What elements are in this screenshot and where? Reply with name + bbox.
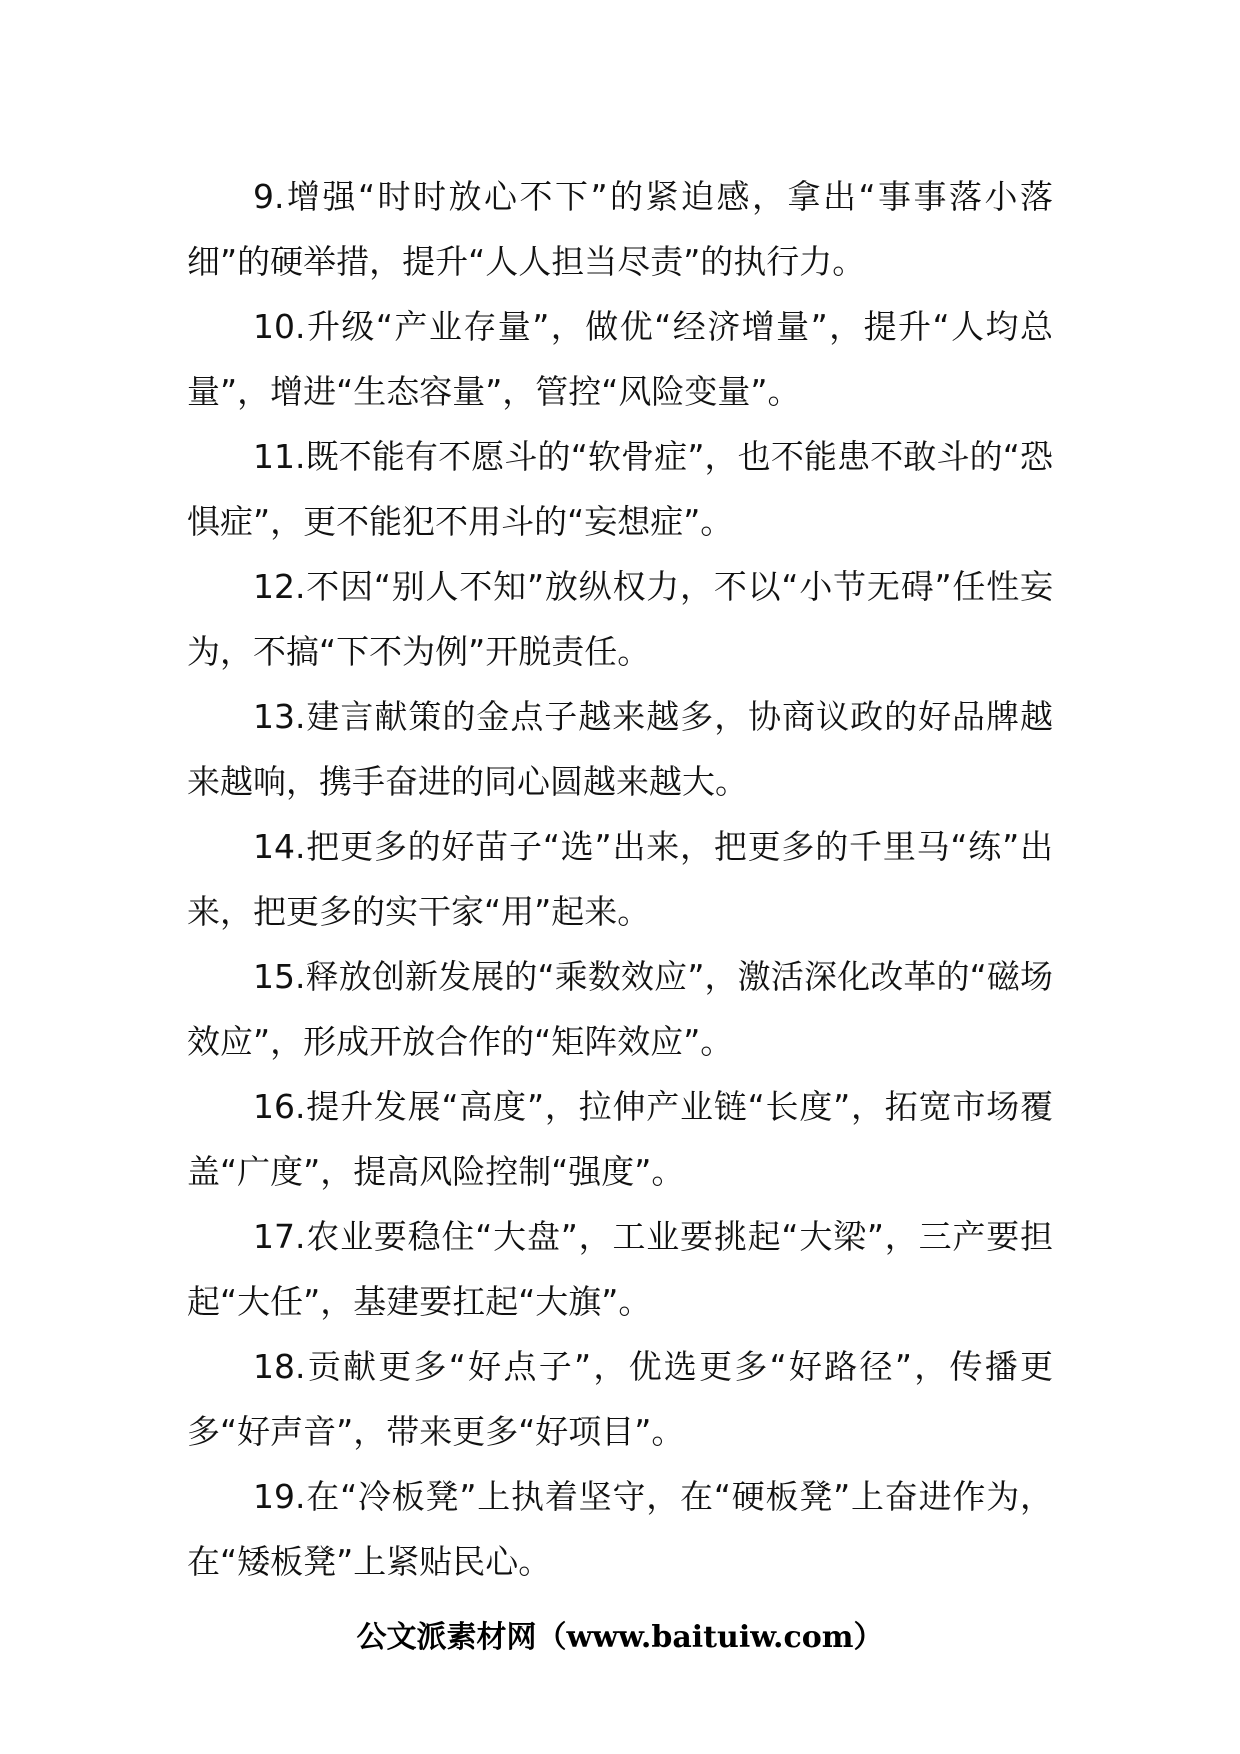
paragraph-18: 18.贡献更多“好点子”，优选更多“好路径”，传播更多“好声音”，带来更多“好项目”。 [187, 1347, 1053, 1451]
paragraph-14: 14.把更多的好苗子“选”出来，把更多的千里马“练”出来，把更多的实干家“用”起来。 [187, 827, 1053, 931]
paragraph-15: 15.释放创新发展的“乘数效应”，激活深化改革的“磁场效应”，形成开放合作的“矩阵效应”。 [187, 957, 1053, 1061]
paragraph-10: 10.升级“产业存量”，做优“经济增量”，提升“人均总量”，增进“生态容量”，管控“风险变量”。 [187, 307, 1053, 411]
paragraph-19: 19.在“冷板凳”上执着坚守，在“硬板凳”上奋进作为，在“矮板凳”上紧贴民心。 [187, 1477, 1053, 1581]
paragraph-17: 17.农业要稳住“大盘”，工业要挑起“大梁”，三产要担起“大任”，基建要扛起“大旗”。 [187, 1217, 1053, 1321]
document-body [187, 164, 1053, 1594]
paragraph-12: 12.不因“别人不知”放纵权力，不以“小节无碍”任性妄为，不搞“下不为例”开脱责任。 [187, 567, 1053, 671]
paragraph-9: 9.增强“时时放心不下”的紧迫感，拿出“事事落小落细”的硬举措，提升“人人担当尽责”的执行力。 [187, 177, 1053, 281]
footer-watermark: 公文派素材网（www.baituiw.com） [356, 1620, 884, 1655]
paragraph-16: 16.提升发展“高度”，拉伸产业链“长度”，拓宽市场覆盖“广度”，提高风险控制“强度”。 [187, 1087, 1053, 1191]
paragraph-13: 13.建言献策的金点子越来越多，协商议政的好品牌越来越响，携手奋进的同心圆越来越大。 [187, 697, 1053, 801]
paragraph-11: 11.既不能有不愿斗的“软骨症”，也不能患不敢斗的“恐惧症”，更不能犯不用斗的“妄想症”。 [187, 437, 1053, 541]
